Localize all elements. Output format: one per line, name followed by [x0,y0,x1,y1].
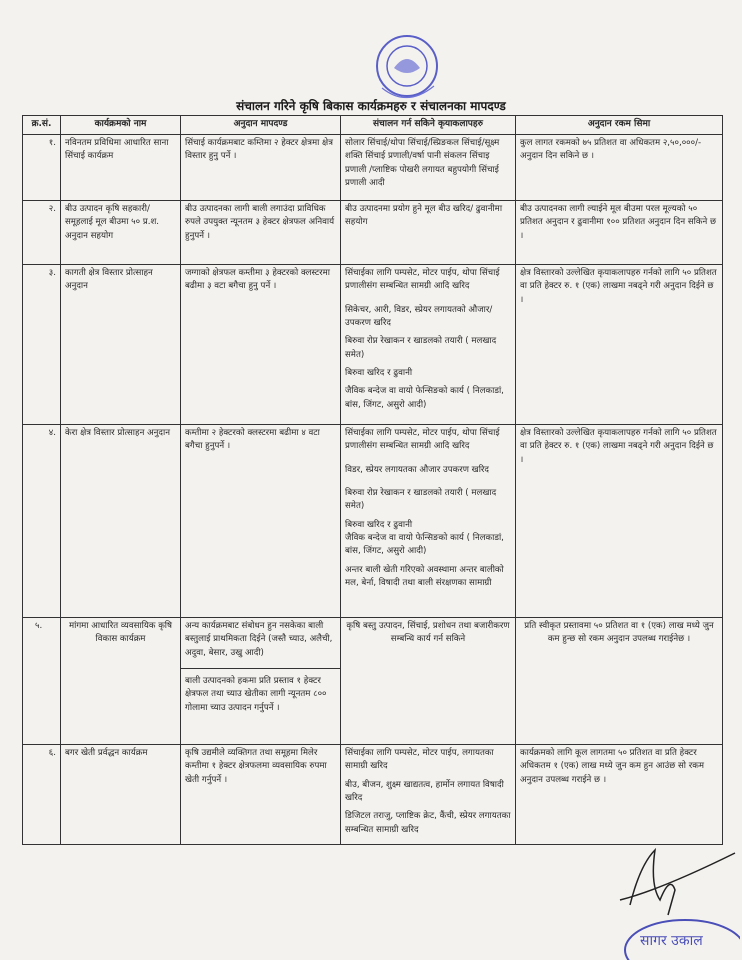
row-limit: बीउ उत्पादनका लागी ल्याईने मूल बीउमा परल मूल्यको ५० प्रतिशत अनुदान र ढुवानीमा १०० प्रतिशत अनुदान दिन सकिने छ । [516,201,723,265]
activity: सिंचाईका लागि पम्पसेट, मोटर पाईप, थोपा सिंचाई प्रणालीसंग सम्बन्धित सामग्री आदि खरिद [345,268,500,292]
row-activities [341,425,516,618]
row-limit: क्षेत्र विस्तारको उल्लेखित कृयाकलापहरु गर्नको लागि ५० प्रतिशत वा प्रति हेक्टर रु. १ (एक) लाखमा नबढ्ने गरी अनुदान दिईने छ । [516,425,723,618]
table-row [23,618,723,745]
table-header-row [23,116,723,135]
activity: सिकेचर, आरी, विडर, स्प्रेयर लगायतको औजार/उपकरण खरिद [345,304,493,328]
row-name: मांगमा आधारित व्यवसायिक कृषि विकास कार्यक्रम [61,618,181,745]
row-activities [341,201,516,265]
header-name: कार्यक्रमको नाम [61,116,181,135]
row-activities [341,265,516,425]
header-activities: संचालन गर्न सकिने कृयाकलापहरु [341,116,516,135]
activity: जैविक बन्देज वा वायो फेन्सिङको कार्य ( निलकाडां, बांस, जिंगट, असुरो आदी) [345,532,504,557]
table-row [23,201,723,265]
activity: बीउ, बीजन, शुक्ष्म खाद्यतत्व, हार्मोन लगायत विषादी खरिद [345,779,504,803]
row-sn: ६. [23,745,61,845]
activity: कृषि बस्तु उत्पादन, सिंचाई, प्रशोधन तथा बजारीकरण सम्बन्धि कार्य गर्न सकिने [346,621,510,645]
activity: सिंचाईका लागि पम्पसेट, मोटर पाईप, लगायतका सामाग्री खरिद [345,748,494,772]
activity: बिरुवा खरिद र ढुवानी [345,367,413,378]
table-row [23,425,723,618]
criteria-part: बाली उत्पादनको हकमा प्रति प्रस्ताव १ हेक्टर क्षेत्रफल तथा च्याउ खेतीका लागी न्यूनतम ८०० गोलामा च्याउ उत्पादन गर्नुपर्ने । [181,668,340,715]
row-criteria [181,618,341,745]
office-seal [362,28,452,108]
row-name: नविनतम प्रविधिमा आधारित साना सिंचाई कार्यक्रम [61,135,181,201]
svg-text:सागर उकाल: सागर उकाल [640,933,703,949]
row-criteria: बीउ उत्पादनका लागी बाली लगाउंदा प्राविधिक रुपले उपयुक्त न्यूनतम ३ हेक्टर क्षेत्रफल अनिवार्य हुनुपर्ने । [181,201,341,265]
row-sn: २. [23,201,61,265]
activity: बिरुवा खरिद र ढुवानी [345,519,413,530]
table-row [23,745,723,845]
activity: सिंचाईका लागि पम्पसेट, मोटर पाईप, थोपा सिंचाई प्रणालीसंग सम्बन्धित सामग्री आदि खरिद [345,428,500,452]
row-criteria: कृषि उद्यमीले व्यक्तिगत तथा समूहमा मिलेर कम्तीमा १ हेक्टर क्षेत्रफलमा व्यवसायिक रुपमा खेती गर्नुपर्ने । [181,745,341,845]
page-title: संचालन गरिने कृषि बिकास कार्यक्रमहरु र संचालनका मापदण्ड [236,99,506,113]
activity: विडर, स्प्रेयर लगायतका औजार उपकरण खरिद [345,464,489,475]
header-sn: क्र.सं. [23,116,61,135]
row-sn: १. [23,135,61,201]
signature-and-stamp [560,845,740,960]
row-activities [341,745,516,845]
row-criteria: जग्गाको क्षेत्रफल कम्तीमा ३ हेक्टरको क्लस्टरमा बढीमा ३ वटा बगैचा हुनु पर्ने । [181,265,341,425]
row-limit: क्षेत्र विस्तारको उल्लेखित कृयाकलापहरु गर्नको लागि ५० प्रतिशत वा प्रति हेक्टर रु. १ (एक) लाखमा नबढ्ने गरी अनुदान दिईने छ । [516,265,723,425]
row-limit: कार्यक्रमको लागि कूल लागतमा ५० प्रतिशत वा प्रति हेक्टर अधिकतम १ (एक) लाख मध्ये जुन कम हुन आउंछ सो रकम अनुदान उपलब्ध गराईने छ । [516,745,723,845]
activity: सोलार सिंचाई/थोपा सिंचाई/स्प्रिङकल सिंचाई/सूक्ष्म शक्ति सिंचाई प्रणाली/वर्षा पानी संकलन सिंचाइ प्रणाली /प्लाष्टिक पोखरी लगायत बहुपयोगी सिंचाई प्रणाली आदी [345,138,500,188]
activity: अन्तर बाली खेती गरिएको अवस्थामा अन्तर बालीको मल, बेर्ना, विषादी तथा बाली संरक्षणका सामाग्री [345,564,504,588]
row-limit: प्रति स्वीकृत प्रस्तावमा ५० प्रतिशत वा १ (एक) लाख मध्ये जुन कम हुन्छ सो रकम अनुदान उपलब्ध गराईनेछ । [516,618,723,745]
row-criteria: कम्तीमा २ हेक्टरको क्लस्टरमा बढीमा ४ वटा बगैचा हुनुपर्ने । [181,425,341,618]
row-criteria: सिंचाई कार्यक्रमबाट कम्तिमा २ हेक्टर क्षेत्रमा क्षेत्र विस्तार हुनु पर्ने । [181,135,341,201]
row-activities [341,618,516,745]
row-name: बगर खेती प्रर्वद्धन कार्यक्रम [61,745,181,845]
row-limit: कुल लागत रकमको ७५ प्रतिशत वा अधिकतम २,५०,०००/- अनुदान दिन सकिने छ । [516,135,723,201]
table-row [23,135,723,201]
row-name: बीउ उत्पादन कृषि सहकारी/समूहलाई मूल बीउमा ५० प्र.श. अनुदान सहयोग [61,201,181,265]
header-criteria: अनुदान मापदण्ड [181,116,341,135]
table-row [23,265,723,425]
activity: जैविक बन्देज वा वायो फेन्सिङको कार्य ( निलकाडां, बांस, जिंगट, असुरो आदी) [345,386,504,410]
activity: डिजिटल तराजु, प्लाष्टिक क्रेट, कैंची, स्प्रेयर लगायतका सम्बन्धित सामाग्री खरिद [345,811,511,835]
row-activities [341,135,516,201]
row-sn: ४. [23,425,61,618]
criteria-part: अन्य कार्यक्रमबाट संबोधन हुन नसकेका बाली बस्तुलाई प्राथमिकता दिईने (जस्तै च्याउ, अलैची, अदुवा, बेसार, उखु आदी) [185,621,333,658]
activity: बिरुवा रोप्न रेखाकन र खाडलको तयारी ( मलखाद समेत) [345,487,497,512]
header-limit: अनुदान रकम सिमा [516,116,723,135]
row-name: कागती क्षेत्र विस्तार प्रोत्साहन अनुदान [61,265,181,425]
activity: बीउ उत्पादनमा प्रयोग हुने मूल बीउ खरिद/ ढुवानीमा सहयोग [345,204,503,228]
row-name: केरा क्षेत्र विस्तार प्रोत्साहन अनुदान [61,425,181,618]
row-sn: ३. [23,265,61,425]
row-sn: ५. [23,618,61,745]
program-table [22,115,723,845]
activity: बिरुवा रोप्न रेखाकन र खाडलको तयारी ( मलखाद समेत) [345,336,497,360]
